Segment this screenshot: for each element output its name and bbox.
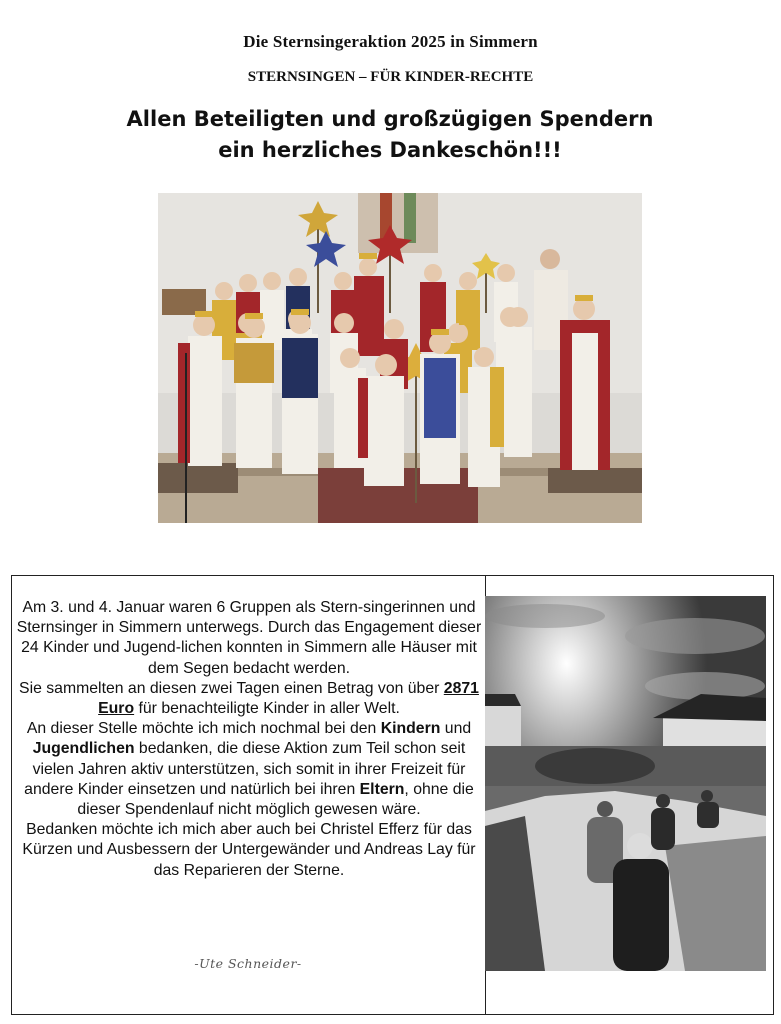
thanks-middle: bedanken, die diese Aktion zum Teil schon seit vielen Jahren aktiv unterstützen, sich somit in ihrer Freizeit für andere Kinder einsetzen und natürlich bei ihren	[24, 740, 466, 798]
thanks-outro: , ohne die dieser Spendenlauf nicht möglich gewesen wäre.	[77, 780, 474, 819]
group-photo-illustration	[158, 193, 642, 523]
thanks-headline	[90, 104, 690, 166]
thanks-line-1: Allen Beteiligten und großzügigen Spendern	[126, 107, 654, 131]
donation-currency: Euro	[98, 700, 135, 718]
article-text	[14, 598, 484, 881]
article-paragraph-4: Bedanken möchte ich mich aber auch bei Christel Efferz für das Kürzen und Ausbessern der Untergewänder und Andreas Lay für das Reparieren der Sterne.	[22, 821, 476, 879]
kids-highlight: Kindern	[380, 720, 441, 738]
conjunction: und	[440, 720, 472, 738]
article-paragraph-3	[14, 719, 484, 820]
youth-highlight: Jugendlichen	[32, 740, 135, 758]
winter-photo	[485, 596, 766, 971]
article-paragraph-1: Am 3. und 4. Januar waren 6 Gruppen als Stern-singerinnen und Sternsinger in Simmern unterwegs. Durch das Engagement dieser 24 Kinder und Jugend-lichen konnten in Simmern alle Häuser mit dem Segen bedacht werden.	[16, 599, 482, 677]
thanks-intro: An dieser Stelle möchte ich mich nochmal bei den	[26, 720, 381, 738]
page-subtitle: STERNSINGEN – FÜR KINDER-RECHTE	[247, 69, 534, 85]
article-paragraph-2	[14, 679, 484, 719]
thanks-line-2: ein herzliches Dankeschön!!!	[218, 138, 562, 162]
page-title: Die Sternsingeraktion 2025 in Simmern	[243, 32, 538, 51]
winter-photo-illustration	[485, 596, 766, 971]
signature: -Ute Schneider-	[194, 956, 302, 971]
group-photo	[158, 193, 642, 523]
donation-amount: 2871	[443, 679, 479, 697]
amount-intro: Sie sammelten an diesen zwei Tagen einen Betrag von über	[19, 679, 444, 697]
parents-highlight: Eltern	[359, 780, 405, 798]
amount-outro: für benachteiligte Kinder in aller Welt.	[134, 700, 400, 718]
